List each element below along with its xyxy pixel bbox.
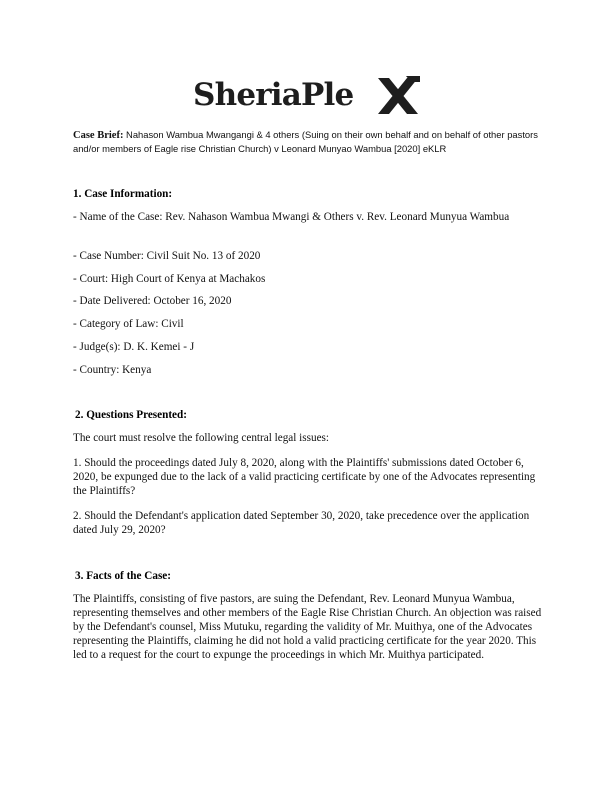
case-info-name: - Name of the Case: Rev. Nahason Wambua Mwangi & Others v. Rev. Leonard Munyua Wambua bbox=[73, 211, 510, 223]
section-heading-questions: 2. Questions Presented: bbox=[75, 409, 187, 421]
case-info-date: - Date Delivered: October 16, 2020 bbox=[73, 295, 232, 307]
case-info-country: - Country: Kenya bbox=[73, 364, 152, 376]
case-brief-label: Case Brief: bbox=[73, 130, 124, 141]
case-brief bbox=[73, 128, 543, 155]
section-heading-case-information: 1. Case Information: bbox=[73, 188, 173, 200]
sheriaplex-logo bbox=[193, 74, 423, 118]
logo-wordmark: SheriaPle bbox=[193, 77, 354, 113]
case-info-category: - Category of Law: Civil bbox=[73, 318, 184, 330]
facts-body: The Plaintiffs, consisting of five pastors, are suing the Defendant, Rev. Leonard Munyua Wambua, representing themselves and other members of the Eagle Rise Christian Church. An objection was raised by the Defendant's counsel, Miss Mutuku, regarding the validity of Mr. Muithya, one of the Advocates representing the Plaintiffs, claiming he did not hold a valid practicing certificate for the year 2020. This led to a request for the court to expunge the proceedings in which Mr. Muithya participated. bbox=[73, 593, 542, 661]
questions-intro: The court must resolve the following central legal issues: bbox=[73, 432, 330, 444]
case-brief-text: Nahason Wambua Mwangangi & 4 others (Suing on their own behalf and on behalf of other pastors and/or members of Eagle rise Christian Church) v Leonard Munyao Wambua [2020] eKLR bbox=[73, 129, 538, 154]
question-1: 1. Should the proceedings dated July 8, 2020, along with the Plaintiffs' submissions dated October 6, 2020, be expunged due to the lack of a valid practicing certificate by one of the Advocates representing the Plaintiffs? bbox=[73, 457, 536, 497]
x-mark-icon bbox=[376, 76, 420, 116]
case-info-court: - Court: High Court of Kenya at Machakos bbox=[73, 273, 266, 285]
case-info-number: - Case Number: Civil Suit No. 13 of 2020 bbox=[73, 250, 261, 262]
question-2: 2. Should the Defendant's application dated September 30, 2020, take precedence over the application dated July 29, 2020? bbox=[73, 510, 530, 536]
section-heading-facts: 3. Facts of the Case: bbox=[75, 570, 172, 582]
case-info-judges: - Judge(s): D. K. Kemei - J bbox=[73, 341, 195, 353]
